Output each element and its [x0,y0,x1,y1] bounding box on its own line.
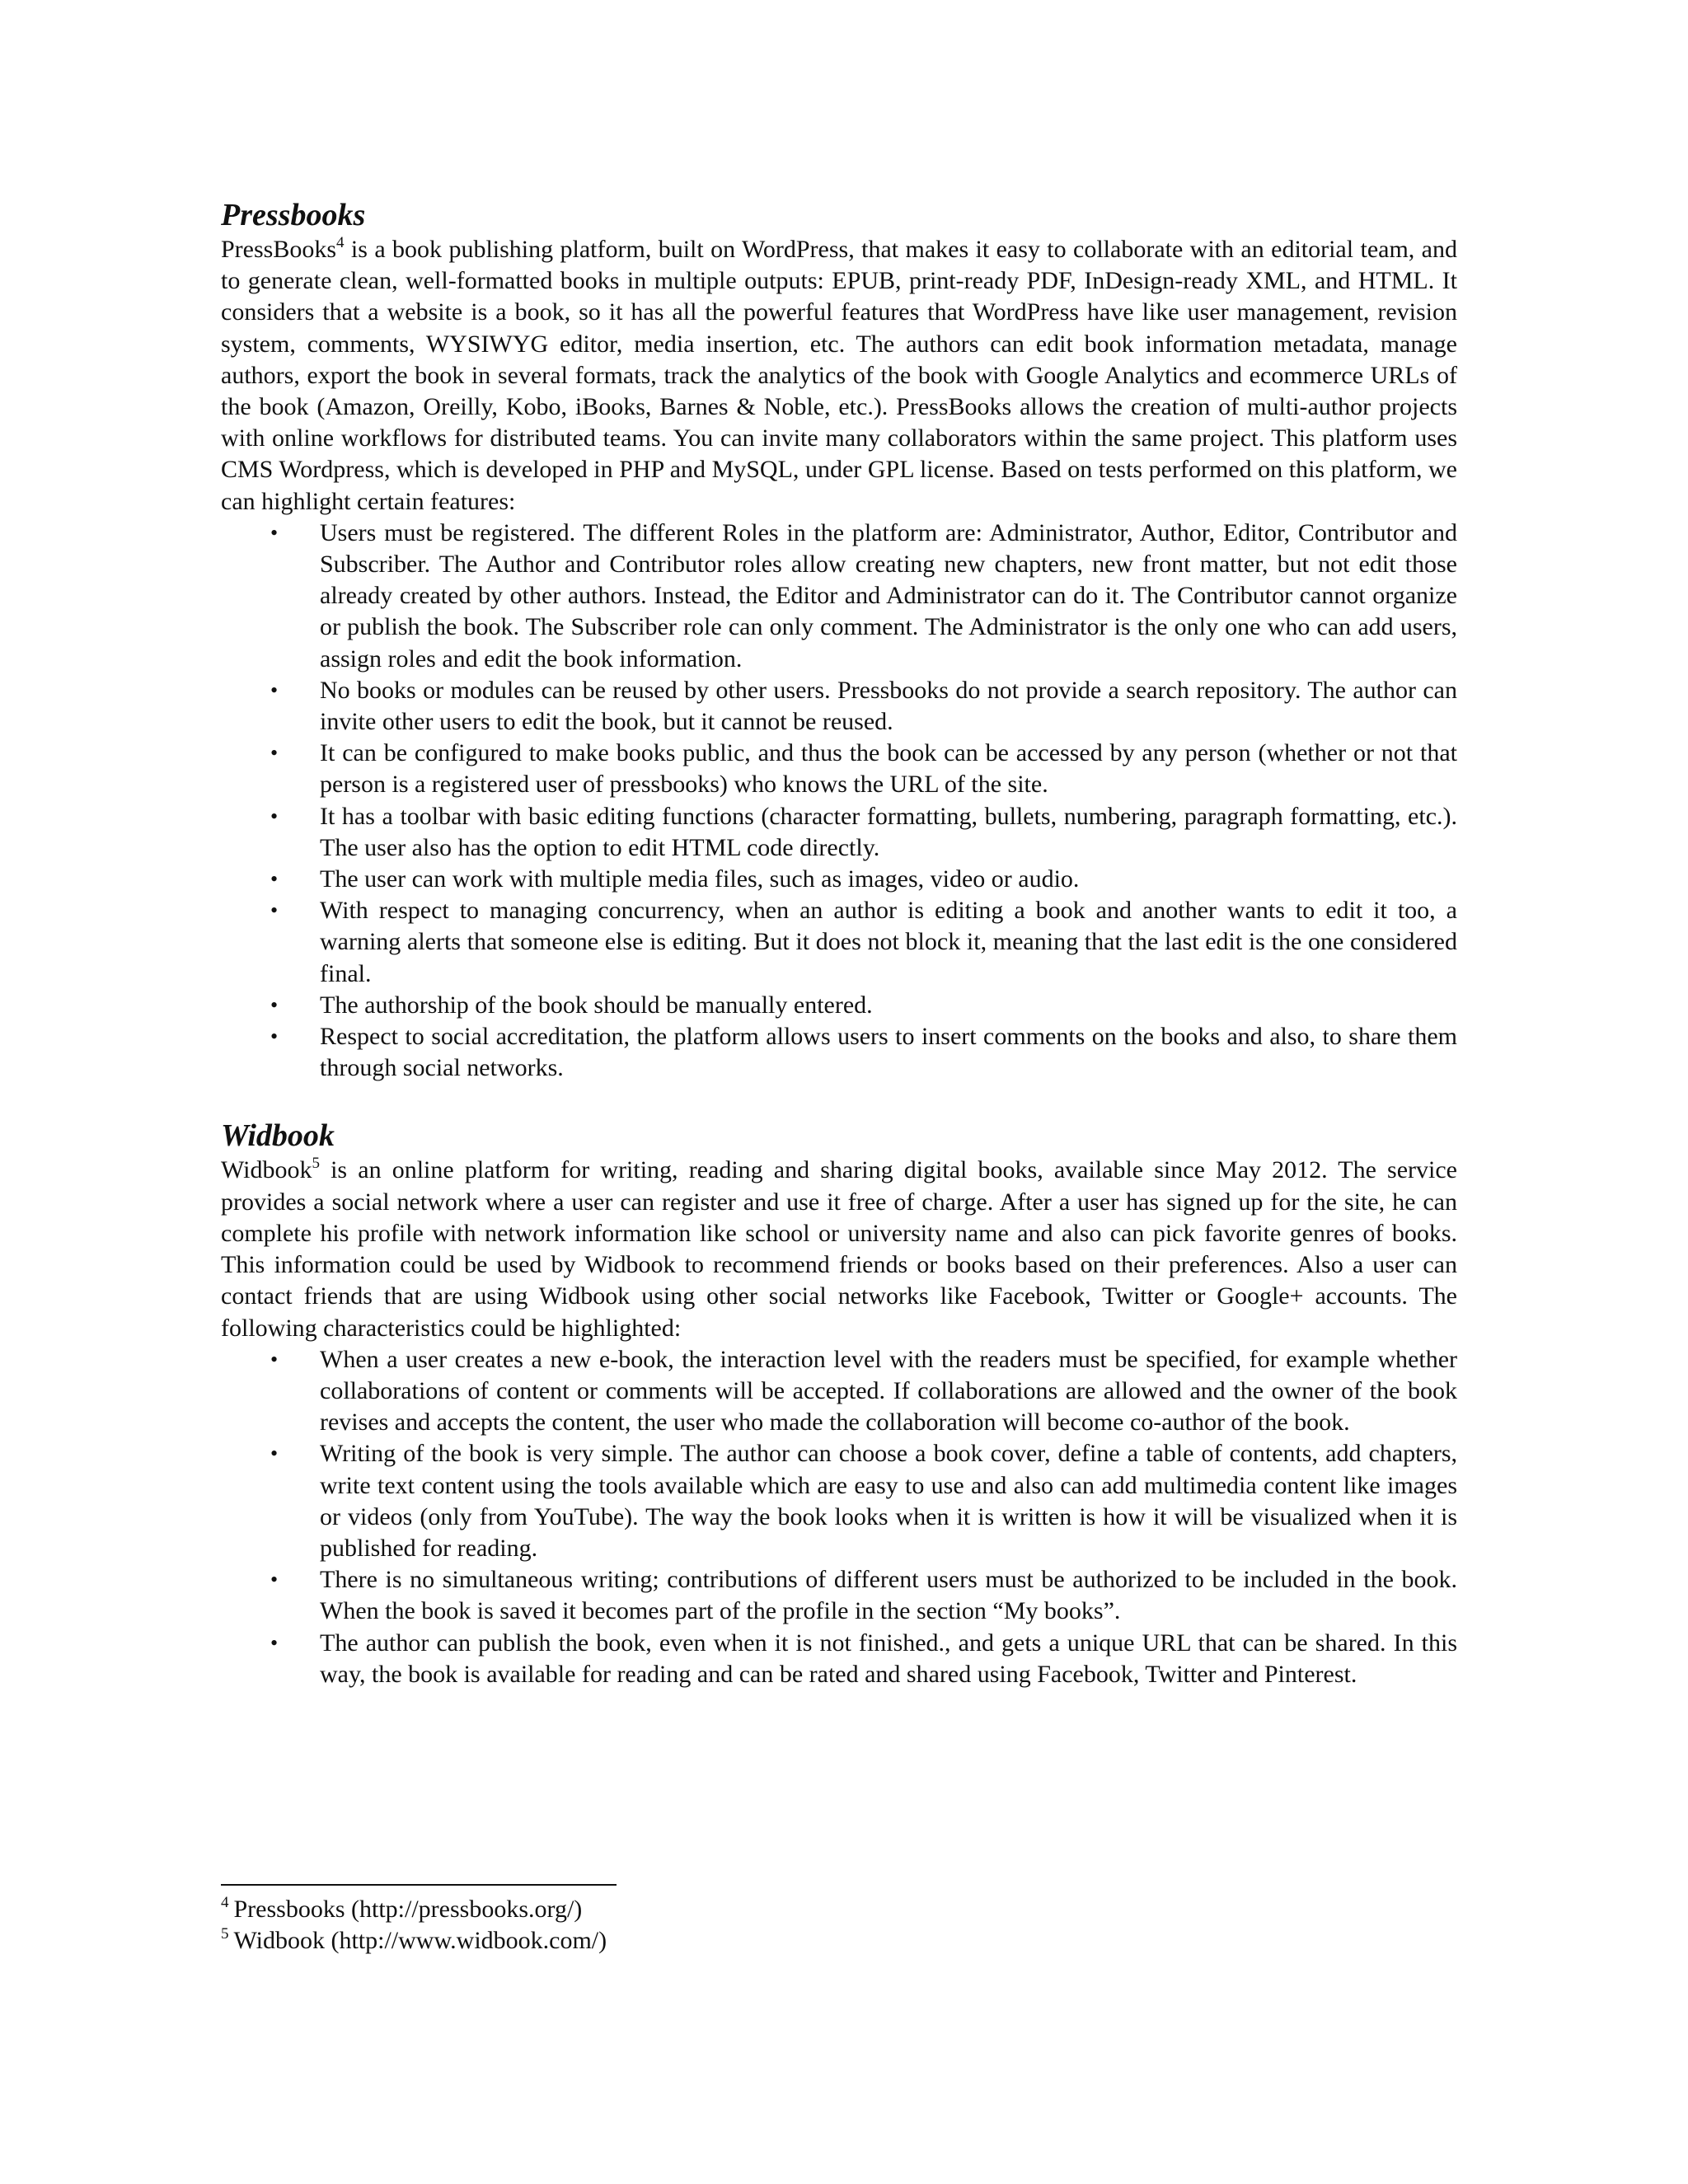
bullet-icon: • [270,1441,279,1466]
intro-lead-text: PressBooks [221,236,337,263]
list-item: • Writing of the book is very simple. The author can choose a book cover, define a table of contents, add chapters, write text content using the tools available which are easy to use and also can add multimedia content like images or videos (only from YouTube). The way the book looks when it is written is how it will be visualized when it is published for reading. [270,1440,1457,1562]
section-title-widbook: Widbook [221,1118,335,1154]
footnote-ref-4[interactable]: 4 [336,234,345,251]
footnote-text[interactable]: Widbook (http://www.widbook.com/) [233,1927,607,1954]
bullet-icon: • [270,1024,279,1049]
list-item: • It has a toolbar with basic editing functions (character formatting, bullets, numbering, paragraph formatting, etc.). The user also has the option to edit HTML code directly. [270,802,1457,861]
list-item: • Respect to social accreditation, the platform allows users to insert comments on the books and also, to share them through social networks. [270,1023,1457,1082]
bullet-icon: • [270,804,279,828]
footnote-mark: 5 [221,1925,229,1943]
paragraph-widbook-intro [221,1155,1457,1343]
bullet-icon: • [270,1630,279,1655]
document-body [221,196,1457,1690]
paragraph-pressbooks-intro [221,234,1457,518]
footnote-mark: 4 [221,1894,229,1911]
list-item: • With respect to managing concurrency, when an author is editing a book and another wants to edit it too, a warning alerts that someone else is editing. But it does not block it, meaning that the last edit is the one considered final. [270,897,1457,987]
footnotes [221,1894,1457,1957]
section-title-pressbooks: Pressbooks [221,198,366,232]
list-item: • There is no simultaneous writing; contributions of different users must be authorized to be included in the book. When the book is saved it becomes part of the profile in the section “My books”. [270,1566,1457,1625]
intro-rest-text: is a book publishing platform, built on WordPress, that makes it easy to collaborate with an editorial team, and to generate clean, well-formatted books in multiple outputs: EPUB, print-ready PDF, InDesign-ready XML, and HTML. It considers that a website is a book, so it has all the powerful features that WordPress have like user management, revision system, comments, WYSIWYG editor, media insertion, etc. The authors can edit book information metadata, manage authors, export the book in several formats, track the analytics of the book with Google Analytics and ecommerce URLs of the book (Amazon, Oreilly, Kobo, iBooks, Barnes & Noble, etc.). PressBooks allows the creation of multi-author projects with online workflows for distributed teams. You can invite many collaborators within the same project. This platform uses CMS Wordpress, which is developed in PHP and MySQL, under GPL license. Based on tests performed on this platform, we can highlight certain features: [221,236,1457,515]
bullet-icon: • [270,992,279,1017]
bullet-icon: • [270,1568,279,1592]
list-item: • The author can publish the book, even when it is not finished., and gets a unique URL that can be shared. In this way, the book is available for reading and can be rated and shared using Facebook, Twitter and Pinterest. [270,1629,1457,1688]
footnote-5 [221,1925,1457,1957]
list-item: • No books or modules can be reused by other users. Pressbooks do not provide a search repository. The author can invite other users to edit the book, but it cannot be reused. [270,676,1457,736]
footnote-text[interactable]: Pressbooks (http://pressbooks.org/) [233,1896,583,1923]
intro-rest-text: is an online platform for writing, reading and sharing digital books, available since May 2012. The service provides a social network where a user can register and use it free of charge. After a user has signed up for the site, he can complete his profile with network information like school or university name and also can pick favorite genres of books. This information could be used by Widbook to recommend friends or books based on their preferences. Also a user can contact friends that are using Widbook using other social networks like Facebook, Twitter or Google+ accounts. The following characteristics could be highlighted: [221,1156,1457,1342]
section-spacer [221,1084,1457,1117]
bullet-icon: • [270,741,279,766]
widbook-feature-list [221,1344,1457,1690]
bullet-icon: • [270,1347,279,1371]
footnote-divider [221,1884,617,1886]
bullet-icon: • [270,898,279,923]
list-item: • Users must be registered. The different Roles in the platform are: Administrator, Author, Editor, Contributor and Subscriber. The Author and Contributor roles allow creating new chapters, new front matter, but not edit those already created by other authors. Instead, the Editor and Administrator can do it. The Contributor cannot organize or publish the book. The Subscriber role can only comment. The Administrator is the only one who can add users, assign roles and edit the book information. [270,518,1457,673]
list-item: • It can be configured to make books public, and thus the book can be accessed by any person (whether or not that person is a registered user of pressbooks) who knows the URL of the site. [270,739,1457,799]
bullet-icon: • [270,677,279,702]
footnote-ref-5[interactable]: 5 [312,1155,320,1173]
list-item: • The user can work with multiple media files, such as images, video or audio. [320,864,1457,895]
pressbooks-feature-list [221,518,1457,1085]
bullet-icon: • [270,867,279,892]
bullet-icon: • [270,520,279,545]
list-item: • When a user creates a new e-book, the interaction level with the readers must be specified, for example whether collaborations of content or comments will be accepted. If collaborations are allowed and the owner of the book revises and accepts the content, the user who made the collaboration will become co-author of the book. [270,1345,1457,1436]
list-item: • The authorship of the book should be manually entered. [320,990,1457,1021]
intro-lead-text: Widbook [221,1156,312,1184]
footnote-4 [221,1894,1457,1925]
